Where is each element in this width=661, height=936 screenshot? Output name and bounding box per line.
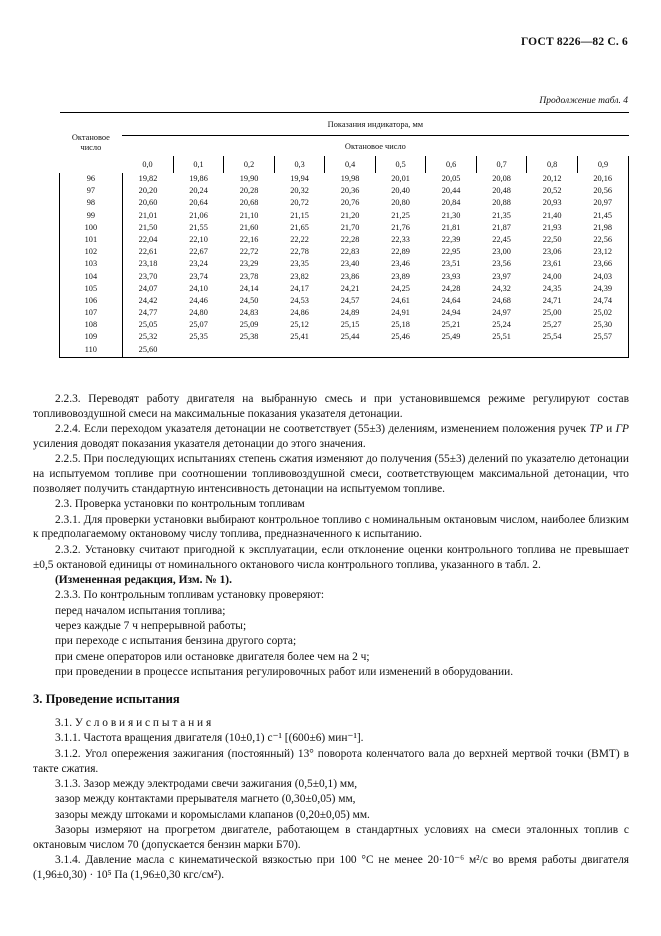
table-cell: 24,94	[441, 308, 461, 318]
table-cell: 24,21	[340, 283, 360, 293]
table-header-row-3	[60, 156, 629, 173]
table-cell: 23,61	[542, 259, 562, 269]
table-cell: 20,97	[577, 197, 628, 209]
table-cell: 22,45	[492, 234, 511, 244]
header-indicator-readings: Показания индикатора, мм	[327, 119, 424, 129]
table-cell: 25,07	[189, 320, 208, 330]
para-2-3-1: 2.3.1. Для проверки установки выбирают контрольное топливо с номинальным октановым числом, наиболее близким к предполагаемому октановому числу топлива, предназначенного к испытанию.	[33, 513, 629, 541]
decimal-col-3: 0,3	[274, 156, 325, 173]
table-cell: 24,07	[138, 283, 158, 293]
table-cell: 25,57	[577, 331, 628, 343]
table-cell: 20,88	[492, 198, 511, 208]
table-row	[60, 246, 629, 258]
table-cell: 20,32	[290, 186, 309, 196]
table-cell: 24,64	[441, 295, 461, 305]
table-cell: 25,30	[577, 319, 628, 331]
table-cell: 24,10	[189, 283, 208, 293]
table-row	[60, 283, 629, 295]
decimal-col-4: 0,4	[325, 156, 376, 173]
decimal-col-1: 0,1	[173, 156, 224, 173]
decimal-col-6: 0,6	[426, 156, 477, 173]
table-cell: 20,80	[391, 198, 410, 208]
table-cell: 24,28	[441, 283, 461, 293]
table-cell: 19,94	[290, 174, 309, 183]
table-cell: 20,20	[138, 186, 158, 196]
table-cell: 25,51	[492, 332, 511, 342]
decimal-col-2: 0,2	[224, 156, 275, 173]
table-cell: 25,38	[239, 332, 259, 342]
table-cell: 21,30	[441, 210, 461, 220]
table-cell: 20,52	[542, 186, 562, 196]
table-row	[60, 307, 629, 319]
para-3-1-3c: зазоры между штоками и коромыслами клапанов (0,20±0,05) мм.	[55, 808, 370, 821]
row-octane-number: 97	[60, 185, 123, 197]
row-octane-number: 105	[60, 283, 123, 295]
table-cell: 22,16	[239, 234, 259, 244]
list-item-1: перед началом испытания топлива;	[55, 604, 226, 617]
para-3-1-1: 3.1.1. Частота вращения двигателя (10±0,1) с⁻¹ [(600±6) мин⁻¹].	[55, 732, 364, 745]
table-cell: 21,65	[290, 222, 309, 232]
table-cell: 19,98	[340, 174, 360, 183]
para-2-2-5: 2.2.5. При последующих испытаниях степень сжатия изменяют до получения (55±3) делений по указателю детонации на испытуемом топливе при соотношении топливовоздушной смеси, соответствующем максимальной детонации, что позволяет получить стандартную интенсивность детонации на испытуемом топливе.	[33, 453, 629, 495]
table-cell: 25,09	[239, 320, 259, 330]
document-body	[33, 392, 629, 883]
table-cell: 23,35	[290, 259, 309, 269]
table-cell: 23,29	[239, 259, 259, 269]
table-cell: 24,50	[239, 295, 259, 305]
table-cell: 22,89	[391, 247, 410, 257]
table-cell: 22,56	[577, 234, 628, 246]
table-cell: 25,60	[122, 344, 173, 358]
row-octane-number: 106	[60, 295, 123, 307]
table-cell: 24,91	[391, 308, 410, 318]
row-octane-number: 104	[60, 271, 123, 283]
table-cell: 20,16	[577, 173, 628, 185]
table-cell: 20,56	[577, 185, 628, 197]
octane-table-body	[60, 173, 629, 357]
list-item-4: при смене операторов или остановке двигателя более чем на 2 ч;	[55, 650, 370, 663]
table-cell: 25,15	[340, 320, 360, 330]
heading-section-3: 3. Проведение испытания	[33, 691, 180, 706]
table-cell: 24,68	[492, 295, 511, 305]
table-cell: 25,00	[542, 308, 562, 318]
table-header-row-1	[60, 113, 629, 136]
row-octane-number: 102	[60, 246, 123, 258]
table-cell: 22,10	[189, 234, 208, 244]
table-cell: 22,33	[391, 234, 410, 244]
table-cell: 21,76	[391, 222, 410, 232]
table-cell: 25,18	[391, 320, 410, 330]
table-cell: 20,48	[492, 186, 511, 196]
table-cell	[375, 344, 426, 358]
table-cell: 21,10	[239, 210, 259, 220]
octane-table-wrapper	[59, 112, 629, 358]
table-cell: 24,77	[138, 308, 158, 318]
table-cell: 23,86	[340, 271, 360, 281]
row-octane-number: 101	[60, 234, 123, 246]
para-3-1-3d: Зазоры измеряют на прогретом двигателе, работающем в стандартных условиях на смеси эталонных топлив с октановым числом 70 (допускается бензин марки Б70).	[33, 823, 629, 851]
table-cell: 23,46	[391, 259, 410, 269]
table-cell: 22,67	[189, 247, 208, 257]
table-cell: 22,50	[542, 234, 562, 244]
table-cell: 25,05	[138, 320, 158, 330]
list-item-3: при переходе с испытания бензина другого сорта;	[55, 635, 297, 648]
table-cell: 22,22	[290, 234, 309, 244]
table-cell: 22,95	[441, 247, 461, 257]
table-cell: 22,78	[290, 247, 309, 257]
table-cell: 25,02	[577, 307, 628, 319]
para-2-2-4	[33, 422, 629, 452]
table-cell: 24,25	[391, 283, 410, 293]
table-row	[60, 173, 629, 185]
octane-table	[59, 112, 629, 358]
header-octane-subheader: Октановое число	[344, 141, 406, 151]
table-cell: 22,04	[138, 234, 158, 244]
table-cell: 25,21	[441, 320, 461, 330]
table-cell	[577, 344, 628, 358]
table-cell: 20,24	[189, 186, 208, 196]
table-cell: 23,12	[577, 246, 628, 258]
table-cell: 20,40	[391, 186, 410, 196]
table-cell: 25,24	[492, 320, 511, 330]
table-cell: 20,36	[340, 186, 360, 196]
para-2-2-4-c: усиления доводят показания указателя детонации до этого значения.	[33, 437, 366, 450]
table-header-row-2	[60, 136, 629, 157]
table-cell: 23,78	[239, 271, 259, 281]
table-cell: 23,89	[391, 271, 410, 281]
table-cell: 23,18	[138, 259, 158, 269]
table-continuation-note: Продолжение табл. 4	[539, 96, 628, 106]
para-3-1-3b: зазор между контактами прерывателя магнето (0,30±0,05) мм,	[55, 793, 356, 806]
table-cell: 21,60	[239, 222, 259, 232]
table-cell: 19,86	[189, 174, 208, 183]
table-cell: 22,39	[441, 234, 461, 244]
table-cell: 19,82	[138, 174, 158, 183]
table-cell: 21,93	[542, 222, 562, 232]
table-cell: 20,05	[441, 174, 461, 183]
decimal-col-9: 0,9	[577, 156, 628, 173]
table-cell: 24,53	[290, 295, 309, 305]
knob-tr: ТР	[589, 423, 603, 436]
table-row	[60, 222, 629, 234]
table-cell: 24,32	[492, 283, 511, 293]
table-cell: 21,45	[577, 210, 628, 222]
table-row	[60, 331, 629, 343]
row-octane-number: 109	[60, 331, 123, 343]
table-cell: 21,81	[441, 222, 461, 232]
table-cell: 22,83	[340, 247, 360, 257]
row-octane-number: 98	[60, 197, 123, 209]
decimal-col-7: 0,7	[476, 156, 527, 173]
list-item-5: при проведении в процессе испытания регулировочных работ или изменений в оборудовании.	[55, 665, 514, 678]
table-cell: 24,71	[542, 295, 562, 305]
decimal-col-8: 0,8	[527, 156, 578, 173]
table-cell	[325, 344, 376, 358]
para-2-2-4-a: 2.2.4. Если переходом указателя детонации не соответствует (55±3) делениям, изменением положения ручек	[55, 423, 590, 436]
table-cell: 23,93	[441, 271, 461, 281]
table-row	[60, 234, 629, 246]
table-cell: 21,20	[340, 210, 360, 220]
para-2-3-2: 2.3.2. Установку считают пригодной к эксплуатации, если отклонение оценки контрольного топлива не превышает ±0,5 октановой единицы от номинального октанового числа контрольного топлива, указанного в табл. 2.	[33, 543, 629, 571]
table-cell: 20,84	[441, 198, 461, 208]
table-cell: 25,35	[189, 332, 208, 342]
table-row	[60, 210, 629, 222]
table-cell: 24,35	[542, 283, 562, 293]
table-cell: 19,90	[239, 174, 259, 183]
row-octane-number: 110	[60, 344, 123, 358]
para-2-2-4-b: и	[602, 423, 616, 436]
table-cell: 23,82	[290, 271, 309, 281]
table-cell: 25,44	[340, 332, 360, 342]
table-cell: 24,17	[290, 283, 309, 293]
table-cell	[274, 344, 325, 358]
octane-table-head	[60, 113, 629, 174]
table-cell: 23,74	[189, 271, 208, 281]
table-cell: 21,06	[189, 210, 208, 220]
row-octane-number: 107	[60, 307, 123, 319]
table-cell: 25,54	[542, 332, 562, 342]
table-row	[60, 197, 629, 209]
row-octane-number: 99	[60, 210, 123, 222]
table-cell: 22,28	[340, 234, 360, 244]
table-cell: 22,61	[138, 247, 158, 257]
table-cell: 24,39	[577, 283, 628, 295]
table-cell: 21,50	[138, 222, 158, 232]
table-cell: 25,46	[391, 332, 410, 342]
table-cell: 25,49	[441, 332, 461, 342]
para-3-1-3: 3.1.3. Зазор между электродами свечи зажигания (0,5±0,1) мм,	[55, 777, 358, 790]
table-cell: 24,46	[189, 295, 208, 305]
table-cell: 23,97	[492, 271, 511, 281]
table-cell	[476, 344, 527, 358]
table-cell: 20,28	[239, 186, 259, 196]
table-cell: 23,24	[189, 259, 208, 269]
table-cell: 24,89	[340, 308, 360, 318]
table-row	[60, 295, 629, 307]
para-3-1-4: 3.1.4. Давление масла с кинематической вязкостью при 100 °С не менее 20·10⁻⁶ м²/с во время работы двигателя (1,96±0,30) · 10⁵ Па (1,96±0,30 кгс/см²).	[33, 854, 629, 881]
table-cell: 22,72	[239, 247, 259, 257]
para-3-1-2: 3.1.2. Угол опережения зажигания (постоянный) 13° поворота коленчатого вала до верхней мертвой точки (ВМТ) в такте сжатия.	[33, 747, 629, 775]
table-cell: 21,35	[492, 210, 511, 220]
page-number: С. 6	[607, 36, 628, 48]
table-cell: 21,25	[391, 210, 410, 220]
heading-2-3: 2.3. Проверка установки по контрольным топливам	[55, 498, 305, 511]
table-cell: 21,70	[340, 222, 360, 232]
table-cell: 20,68	[239, 198, 259, 208]
table-cell: 21,55	[189, 222, 208, 232]
table-row	[60, 271, 629, 283]
table-cell: 24,97	[492, 308, 511, 318]
table-cell: 23,51	[441, 259, 461, 269]
row-octane-number: 96	[60, 173, 123, 185]
decimal-col-5: 0,5	[375, 156, 426, 173]
table-cell: 24,80	[189, 308, 208, 318]
table-cell: 20,12	[542, 174, 562, 183]
table-cell: 20,08	[492, 174, 511, 183]
para-2-3-3: 2.3.3. По контрольным топливам установку проверяют:	[55, 589, 325, 602]
table-cell: 20,01	[391, 174, 410, 183]
page-header	[521, 36, 628, 48]
table-cell: 23,66	[577, 258, 628, 270]
table-row	[60, 185, 629, 197]
table-cell: 25,12	[290, 320, 309, 330]
table-cell: 24,03	[577, 271, 628, 283]
table-row	[60, 258, 629, 270]
header-octane-number: Октановое число	[71, 132, 110, 152]
table-cell: 20,60	[138, 198, 158, 208]
heading-3-1: 3.1. У с л о в и я и с п ы т а н и я	[55, 717, 212, 730]
list-item-2: через каждые 7 ч непрерывной работы;	[55, 619, 247, 632]
table-cell: 20,76	[340, 198, 360, 208]
table-cell: 24,00	[542, 271, 562, 281]
table-cell	[527, 344, 578, 358]
table-cell: 23,56	[492, 259, 511, 269]
table-cell: 21,98	[577, 222, 628, 234]
table-row	[60, 319, 629, 331]
table-cell: 21,40	[542, 210, 562, 220]
table-cell: 24,42	[138, 295, 158, 305]
row-octane-number: 108	[60, 319, 123, 331]
table-cell	[173, 344, 224, 358]
table-cell: 25,41	[290, 332, 309, 342]
table-cell: 23,70	[138, 271, 158, 281]
table-cell	[426, 344, 477, 358]
table-cell: 23,40	[340, 259, 360, 269]
table-cell: 24,83	[239, 308, 259, 318]
para-revision-note: (Измененная редакция, Изм. № 1).	[55, 573, 232, 586]
table-cell: 24,57	[340, 295, 360, 305]
para-2-2-3: 2.2.3. Переводят работу двигателя на выбранную смесь и при установившемся режиме регулируют состав топливовоздушной смеси на максимальные показания указателя детонации.	[33, 393, 629, 420]
table-row	[60, 344, 629, 358]
table-cell: 24,61	[391, 295, 410, 305]
table-cell: 24,86	[290, 308, 309, 318]
table-cell: 23,00	[492, 247, 511, 257]
decimal-col-0: 0,0	[122, 156, 173, 173]
table-cell: 24,74	[577, 295, 628, 307]
table-cell: 25,27	[542, 320, 562, 330]
table-cell: 21,87	[492, 222, 511, 232]
row-octane-number: 103	[60, 258, 123, 270]
table-cell: 20,72	[290, 198, 309, 208]
table-cell	[224, 344, 275, 358]
table-cell: 20,64	[189, 198, 208, 208]
table-cell: 24,14	[239, 283, 259, 293]
table-cell: 23,06	[542, 247, 562, 257]
knob-gr: ГР	[615, 423, 629, 436]
table-cell: 20,93	[542, 198, 562, 208]
table-cell: 25,32	[138, 332, 158, 342]
table-cell: 21,01	[138, 210, 158, 220]
standard-number: ГОСТ 8226—82	[520, 36, 605, 48]
row-octane-number: 100	[60, 222, 123, 234]
table-cell: 21,15	[290, 210, 309, 220]
table-cell: 20,44	[441, 186, 461, 196]
